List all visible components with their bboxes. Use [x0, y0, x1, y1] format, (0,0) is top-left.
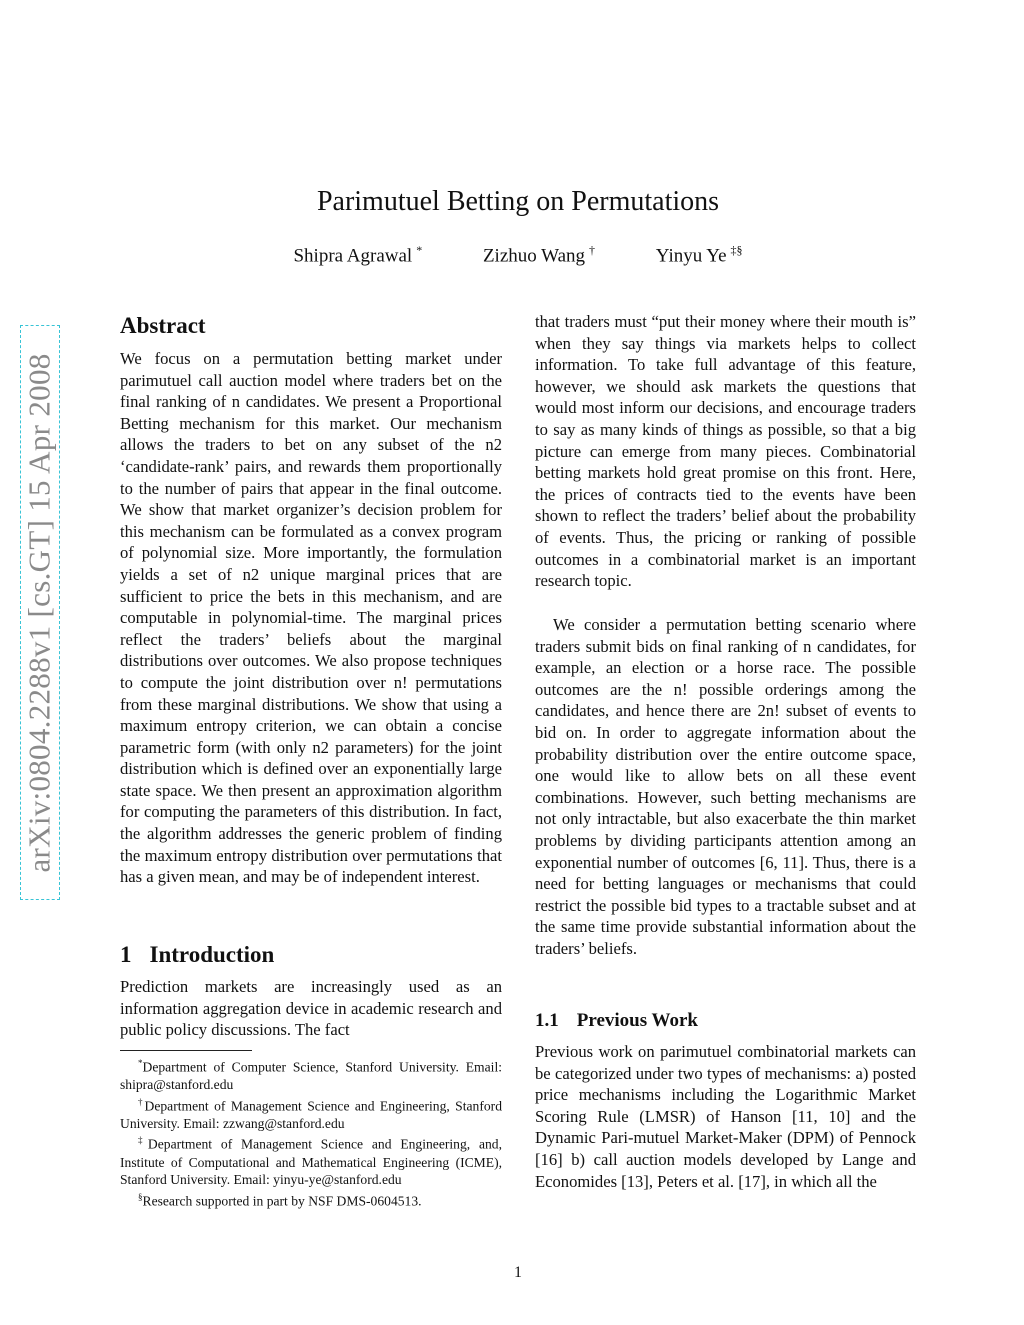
- footnotes: [120, 1055, 502, 1210]
- author: Zizhuo Wang †: [482, 243, 596, 267]
- author: Shipra Agrawal *: [293, 243, 423, 267]
- page-number: 1: [514, 1264, 522, 1281]
- intro-paragraph-2: We consider a permutation betting scenario where traders submit bids on final ranking of n candidates, for example, an election or a horse race. The possible outcomes are the n! possible orderings among the candidates, and hence there are 2n! subset of events to bid on. In order to aggregate information about the probability distribution over the entire outcome space, one would like to allow bets on all these event combinations. However, such betting mechanisms are not only intractable, but also exacerbate the thin market problems by dividing participants attention among an exponential number of outcomes [6, 11]. Thus, there is a need for betting languages or mechanisms that could restrict the possible bid types to a tractable subset and at the same time provide substantial information about the traders’ beliefs.: [535, 615, 916, 958]
- previous-work-heading: 1.1 Previous Work: [535, 1010, 698, 1031]
- arxiv-id: arXiv:0804.2288v1 [cs.GT] 15 Apr 2008: [22, 352, 57, 873]
- intro-paragraph-continued: that traders must “put their money where their mouth is” when they say things via markets helps to collect information. To take full advantage of this feature, however, we should ask markets the questions that would most inform our decisions, and encourage traders to say as many kinds of things as possible, so that a big picture can emerge from many pieces. Combinatorial betting markets hold great promise on this front. Here, the prices of contracts tied to the events have been shown to reflect the traders’ belief about the probability of events. Thus, the pricing or ranking of possible outcomes in a combinatorial market is an important research topic.: [535, 312, 916, 591]
- footnote: ‡Department of Management Science and Engineering, and, Institute of Computational and Mathematical Engineering (ICME), Stanford University. Email: yinyu-ye@stanford.edu: [120, 1135, 502, 1188]
- abstract-text: We focus on a permutation betting market under parimutuel call auction model where traders bet on the final ranking of n candidates. We present a Proportional Betting mechanism for this market. Our mechanism allows the traders to bet on any subset of the n2 ‘candidate-rank’ pairs, and rewards them proportionally to the number of pairs that appear in the final outcome. We show that market organizer’s decision problem for this mechanism can be formulated as a convex program of polynomial size. More importantly, the formulation yields a set of n2 unique marginal prices that are sufficient to price the bets in this mechanism, and are computable in polynomial-time. The marginal prices reflect the traders’ beliefs about the marginal distributions over outcomes. We also propose techniques to compute the joint distribution over n! permutations from these marginal distributions. We show that using a maximum entropy criterion, we can obtain a concise parametric form (with only n2 parameters) for the joint distribution which is defined over an exponentially large state space. We then present an approximation algorithm for computing the parameters of this distribution. In fact, the algorithm addresses the generic problem of finding the maximum entropy distribution over permutations that has a given mean, and may be of independent interest.: [120, 349, 502, 887]
- footnote: †Department of Management Science and Engineering, Stanford University. Email: zzwang@stanford.edu: [120, 1096, 502, 1131]
- footnote: §Research supported in part by NSF DMS-0604513.: [138, 1191, 422, 1209]
- footnote: *Department of Computer Science, Stanford University. Email: shipra@stanford.edu: [120, 1058, 502, 1093]
- intro-paragraph-start: Prediction markets are increasingly used as an information aggregation device in academic research and public policy discussions. The fact: [120, 977, 502, 1040]
- arxiv-stamp: [20, 325, 60, 900]
- author: Yinyu Ye ‡§: [655, 243, 743, 267]
- abstract-heading: Abstract: [120, 313, 206, 338]
- author-list: [0, 243, 1024, 267]
- intro-heading: 1 Introduction: [120, 942, 275, 967]
- previous-work-text: Previous work on parimutuel combinatorial markets can be categorized under two types of mechanisms: a) posted price mechanisms including the Logarithmic Market Scoring Rule (LMSR) of Hanson [11, 10] and the Dynamic Pari-mutuel Market-Maker (DPM) of Pennock [16] b) call auction models developed by Lange and Economides [13], Peters et al. [17], in which all the: [535, 1042, 916, 1191]
- paper-title: Parimutuel Betting on Permutations: [316, 186, 720, 217]
- footnote-rule: [120, 1050, 252, 1051]
